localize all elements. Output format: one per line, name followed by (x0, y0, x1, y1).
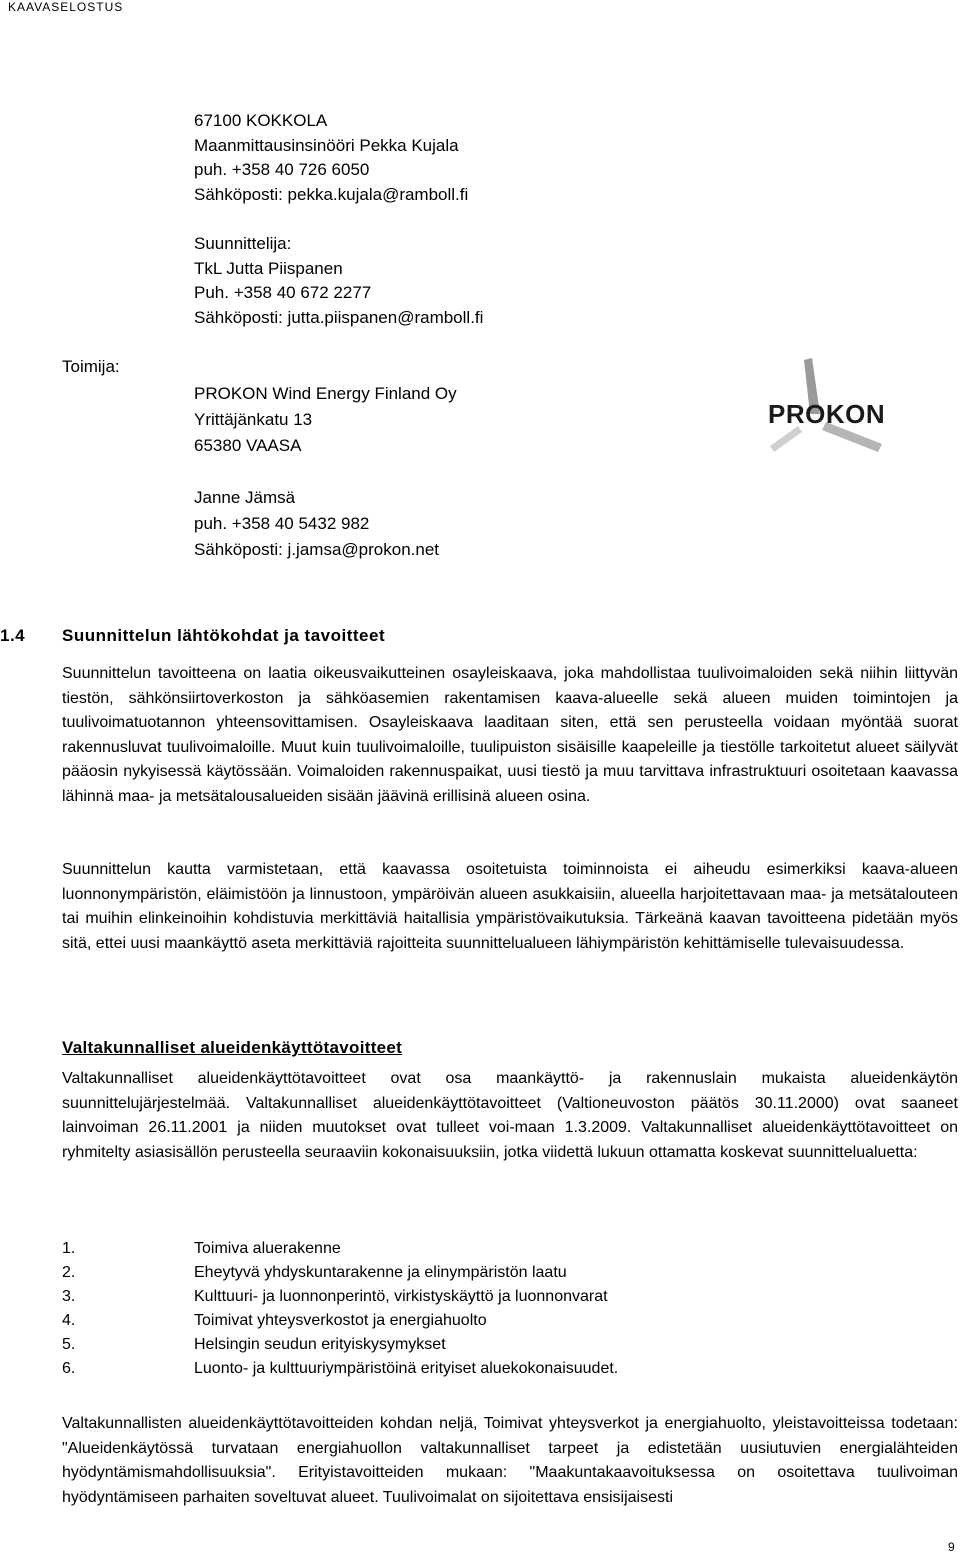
list-item (62, 1357, 958, 1381)
goals-list (62, 1237, 958, 1381)
list-item (62, 1309, 958, 1333)
logo-blade-left (770, 426, 802, 452)
list-item-number: 1. (62, 1240, 76, 1257)
contact-line: Yrittäjänkatu 13 (194, 410, 313, 429)
list-item-text: Toimivat yhteysverkostot ja energiahuolto (194, 1312, 487, 1329)
section-number: 1.4 (0, 626, 26, 645)
contact-line: 65380 VAASA (194, 436, 302, 455)
contact-line: puh. +358 40 5432 982 (194, 514, 370, 533)
list-item-text: Toimiva aluerakenne (194, 1240, 341, 1257)
contact-line: PROKON Wind Energy Finland Oy (194, 384, 457, 403)
contact-block-operator-person (194, 485, 694, 563)
list-item-number: 2. (62, 1264, 76, 1281)
section-title (0, 626, 385, 646)
paragraph: Valtakunnallisten alueidenkäyttötavoitteiden kohdan neljä, Toimivat yhteysverkot ja energiahuolto, yleistavoitteissa todetaan: "Alueidenkäytössä turvataan energiahuollon valtakunnalliset tarpeet ja edistetään uusiutuvien energialähteiden hyödyntämismahdollisuuksia". Erityistavoitteiden mukaan: "Maakuntakaavoituksessa on osoitettava tuulivoiman hyödyntämiseen parhaiten soveltuvat alueet. Tuulivoimalat on sijoitettava ensisijaisesti (62, 1415, 958, 1506)
list-item-number: 6. (62, 1360, 76, 1377)
contact-line: TkL Jutta Piispanen (194, 258, 343, 278)
contact-block-client (194, 109, 694, 207)
contact-line: puh. +358 40 726 6050 (194, 160, 370, 179)
page-number: 9 (948, 1540, 955, 1554)
list-item-text: Eheytyvä yhdyskuntarakenne ja elinympäristön laatu (194, 1264, 567, 1281)
contact-line: Maanmittausinsinööri Pekka Kujala (194, 135, 459, 155)
prokon-logo-graphic (764, 356, 894, 458)
list-item-text: Luonto- ja kulttuuriympäristöinä erityiset aluekokonaisuudet. (194, 1360, 619, 1377)
list-item (62, 1237, 958, 1261)
list-item (62, 1261, 958, 1285)
document-header: KAAVASELOSTUS (8, 0, 124, 14)
paragraph: Suunnittelun tavoitteena on laatia oikeusvaikutteinen osayleiskaava, joka mahdollistaa tuulivoimaloiden sekä niihin liittyvän tiestön, sähkönsiirtoverkoston ja sähköasemien rakentamisen kaava-alueelle sekä alueen muiden toimintojen ja tuulivoimatuotannon yhteensovittamisen. Osayleiskaava laaditaan siten, että sen perusteella voidaan myöntää suorat rakennusluvat tuulivoimaloille. Muut kuin tuulivoimaloille, tuulipuiston sisäisille kaapeleille ja tiestölle tarkoitetut alueet säilyvät pääosin nykyisessä käytössään. Voimaloiden rakennuspaikat, uusi tiestö ja muu tarvittava infrastruktuuri osoitetaan kaavassa lähinnä maa- ja metsätalousalueiden sisään jäävinä erillisinä alueen osina. (62, 665, 958, 805)
prokon-logo-icon (764, 356, 894, 458)
list-item (62, 1285, 958, 1309)
list-item-text: Helsingin seudun erityiskysymykset (194, 1336, 446, 1353)
contact-line: Sähköposti: pekka.kujala@ramboll.fi (194, 184, 469, 204)
paragraph: Suunnittelun kautta varmistetaan, että kaavassa osoitetuista toiminnoista ei aiheudu esimerkiksi kaava-alueen luonnonympäristön, eläimistöön ja linnustoon, ympäröivän alueen asukkaisiin, alueella harjoitettavaan maa- ja metsätalouteen tai muihin elinkeinoihin kohdistuvia merkittäviä haitallisia ympäristövaikutuksia. Tärkeänä kaavan tavoitteena pidetään myös sitä, ettei uusi maankäyttö aseta merkittäviä rajoitteita suunnittelualueen lähiympäristön kehittämiselle tulevaisuudessa. (62, 861, 958, 952)
contact-line: Puh. +358 40 672 2277 (194, 283, 372, 302)
contact-line: Sähköposti: jutta.piispanen@ramboll.fi (194, 307, 484, 327)
list-item-text: Kulttuuri- ja luonnonperintö, virkistyskäyttö ja luonnonvarat (194, 1288, 608, 1305)
contact-line: Suunnittelija: (194, 234, 292, 253)
contact-block-designer (194, 232, 694, 330)
list-item-number: 4. (62, 1312, 76, 1329)
list-item-number: 5. (62, 1336, 76, 1353)
contact-line: Janne Jämsä (194, 488, 296, 507)
contact-line: 67100 KOKKOLA (194, 111, 328, 130)
paragraph: Valtakunnalliset alueidenkäyttötavoitteet ovat osa maankäyttö- ja rakennuslain mukaista alueidenkäytön suunnittelujärjestelmää. Valtakunnalliset alueidenkäyttötavoitteet (Valtioneuvoston päätös 30.11.2000) ovat saaneet lainvoiman 26.11.2001 ja niiden muutokset ovat tulleet voi-maan 1.3.2009. Valtakunnalliset alueidenkäyttötavoitteet on ryhmitelty asiasisällön perusteella seuraaviin kokonaisuuksiin, jotka viidettä lukuun ottamatta koskevat suunnittelualuetta: (62, 1070, 958, 1161)
toimija-label: Toimija: (62, 357, 120, 376)
section-title-text: Suunnittelun lähtökohdat ja tavoitteet (62, 626, 386, 645)
subsection-title: Valtakunnalliset alueidenkäyttötavoitteet (62, 1038, 403, 1057)
list-item-number: 3. (62, 1288, 76, 1305)
contact-line: Sähköposti: j.jamsa@prokon.net (194, 540, 439, 559)
list-item (62, 1333, 958, 1357)
logo-text: PROKON (768, 399, 886, 429)
contact-block-operator (194, 381, 694, 459)
